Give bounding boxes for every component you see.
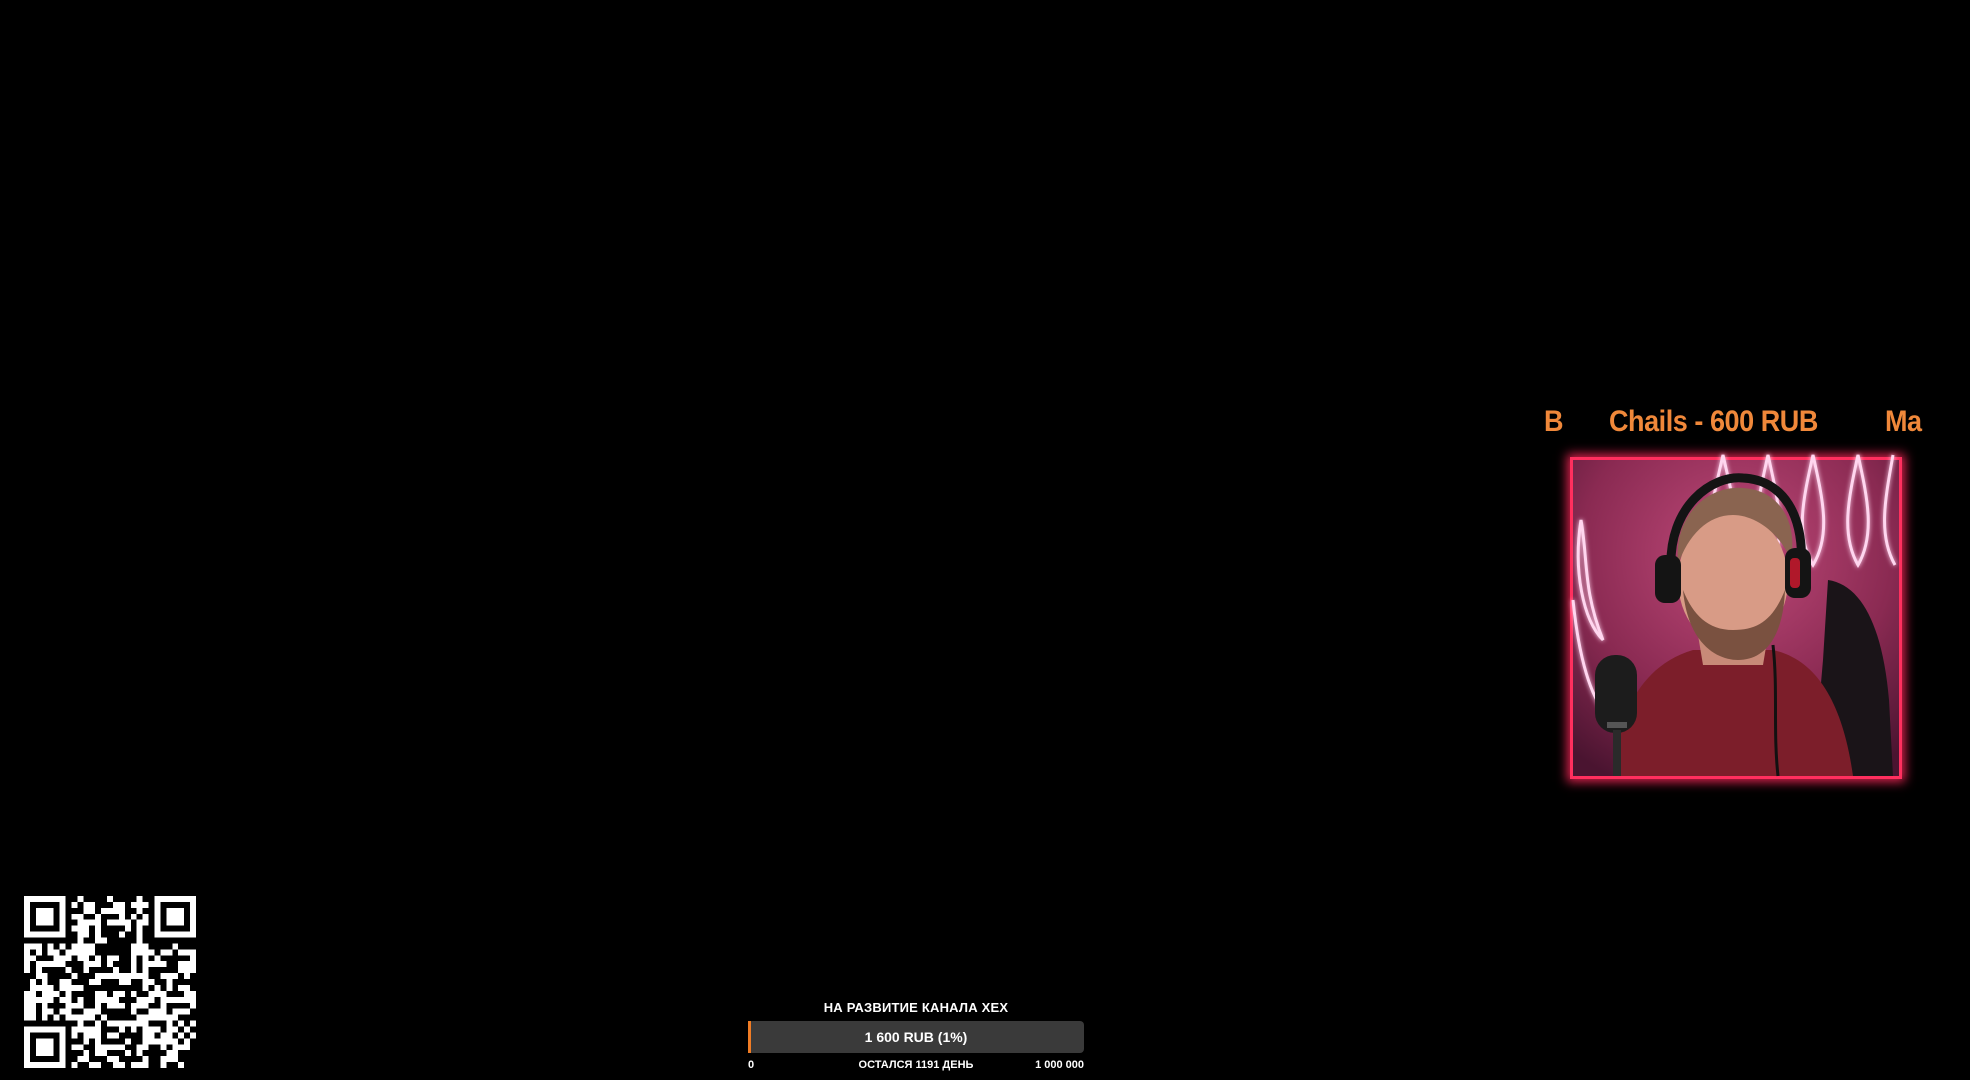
- ticker-item: Chails - 600 RUB: [1609, 405, 1819, 438]
- ticker-track: [1544, 400, 1970, 444]
- headphones: [1655, 555, 1681, 603]
- goal-progress-bar: [748, 1021, 1084, 1053]
- goal-max-label: 1 000 000: [1035, 1059, 1084, 1071]
- goal-raised-amount: 1 600 RUB (1%): [864, 1029, 968, 1045]
- donation-ticker: [1544, 400, 1922, 444]
- goal-title: НА РАЗВИТИЕ КАНАЛА XEX: [823, 1000, 1009, 1015]
- goal-min-label: 0: [748, 1059, 755, 1071]
- qr-code-image: [24, 896, 196, 1068]
- webcam-feed: [1570, 457, 1902, 779]
- ticker-item: B: [1544, 405, 1564, 438]
- ticker-item: Ma: [1885, 405, 1922, 438]
- goal-footer: [748, 1056, 1084, 1074]
- webcam-image: [1573, 460, 1899, 776]
- goal-remaining-label: ОСТАЛСЯ 1191 ДЕНЬ: [858, 1059, 974, 1071]
- donation-qr-code: [24, 896, 196, 1068]
- donation-goal-widget: [748, 999, 1084, 1074]
